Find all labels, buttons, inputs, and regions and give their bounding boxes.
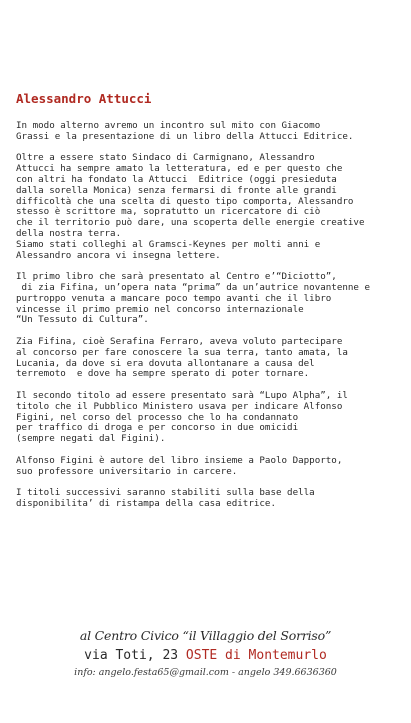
paragraph bbox=[16, 456, 406, 478]
paragraph bbox=[16, 391, 406, 445]
paragraph-line: “Un Tessuto di Cultura”. bbox=[16, 314, 149, 326]
paragraph-line: terremoto e dove ha sempre sperato di poter tornare. bbox=[16, 368, 310, 380]
paragraph-line: al concorso per fare conoscere la sua terra, tanto amata, la bbox=[16, 346, 348, 358]
paragraph-line: che il territorio può dare, una scoperta delle energie creative bbox=[16, 217, 365, 229]
paragraph bbox=[16, 337, 406, 380]
paragraph-line: In modo alterno avremo un incontro sul mito con Giacomo bbox=[16, 120, 321, 131]
paragraph-line: Zia Fifina, cioè Serafina Ferraro, aveva voluto partecipare bbox=[16, 335, 343, 347]
venue-line: al Centro Civico “il Villaggio del Sorriso” bbox=[79, 628, 332, 643]
paragraph bbox=[16, 272, 406, 326]
paragraph-line: Alessandro ancora vi insegna lettere. bbox=[16, 249, 221, 261]
paragraph-line: Il primo libro che sarà presentato al Centro e’“Diciotto”, bbox=[16, 271, 337, 283]
paragraph-line: Figini, nel corso del processo che lo ha condannato bbox=[16, 411, 299, 423]
paragraph-line: I titoli successivi saranno stabiliti sulla base della bbox=[16, 487, 315, 499]
paragraph-line: Oltre a essere stato Sindaco di Carmignano, Alessandro bbox=[16, 152, 315, 164]
document-title: Alessandro Attucci bbox=[16, 91, 152, 106]
paragraph-line: Lucania, da dove si era dovuta allontanare a causa del bbox=[16, 357, 315, 369]
paragraph-line: della nostra terra. bbox=[16, 227, 122, 239]
paragraph-line: difficoltà che una scelta di questo tipo comporta, Alessandro bbox=[16, 195, 354, 207]
paragraph-line: Attucci ha sempre amato la letteratura, ed e per questo che bbox=[16, 163, 343, 175]
paragraph-line: con altri ha fondato la Attucci Editrice (oggi presieduta bbox=[16, 173, 337, 185]
contacts-line: info: angelo.festa65@gmail.com - angelo 349.6636360 bbox=[74, 667, 337, 678]
address-street: via Toti, 23 bbox=[84, 648, 186, 663]
paragraph-line: dalla sorella Monica) senza fermarsi di fronte alle grandi bbox=[16, 184, 337, 196]
document-body bbox=[16, 121, 406, 520]
paragraph bbox=[16, 121, 406, 143]
paragraph-line: vincesse il primo premio nel concorso internazionale bbox=[16, 303, 304, 315]
paragraph-line: Alfonso Figini è autore del libro insieme a Paolo Dapporto, bbox=[16, 454, 343, 466]
paragraph-line: Siamo stati colleghi al Gramsci-Keynes per molti anni e bbox=[16, 238, 321, 250]
paragraph-line: stesso è scrittore ma, sopratutto un ricercatore di ciò bbox=[16, 206, 321, 218]
paragraph-line: per traffico di droga e per concorso in due omicidi bbox=[16, 422, 299, 434]
address-line bbox=[0, 648, 411, 663]
paragraph-line: suo professore universitario in carcere. bbox=[16, 465, 238, 477]
paragraph-line: di zia Fifina, un’opera nata “prima” da un’autrice novantenne e bbox=[16, 281, 371, 293]
address-town: OSTE di Montemurlo bbox=[185, 648, 327, 663]
paragraph-line: Il secondo titolo ad essere presentato sarà “Lupo Alpha”, il bbox=[16, 389, 348, 401]
paragraph-line: (sempre negati dal Figini). bbox=[16, 433, 166, 445]
paragraph bbox=[16, 153, 406, 261]
paragraph-line: titolo che il Pubblico Ministero usava per indicare Alfonso bbox=[16, 400, 343, 412]
paragraph-line: Grassi e la presentazione di un libro della Attucci Editrice. bbox=[16, 130, 354, 142]
paragraph-line: disponibilita’ di ristampa della casa editrice. bbox=[16, 497, 276, 509]
paragraph bbox=[16, 488, 406, 510]
paragraph-line: purtroppo venuta a mancare poco tempo avanti che il libro bbox=[16, 292, 332, 304]
